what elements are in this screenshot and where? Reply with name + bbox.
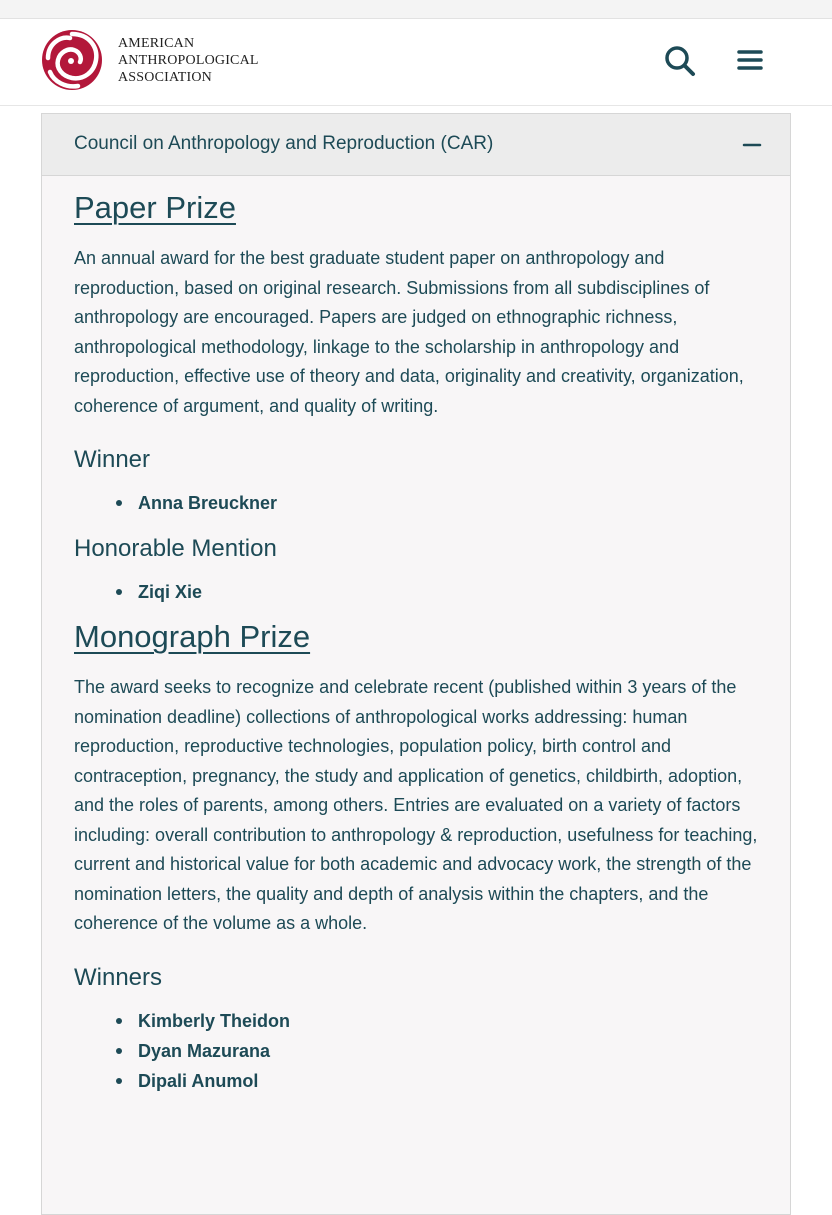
org-name-line3: ASSOCIATION xyxy=(118,70,212,85)
accordion-title: Council on Anthropology and Reproduction (CAR) xyxy=(74,133,494,154)
browser-top-strip xyxy=(0,0,832,19)
paper-prize-link[interactable]: Paper Prize xyxy=(74,190,236,225)
honorable-mention-heading: Honorable Mention xyxy=(74,535,277,562)
paper-prize-description: An annual award for the best graduate student paper on anthropology and reproduction, based on original research. Submissions from all subdisciplines of anthropology are encouraged. Papers are judged on ethnographic richness, anthropological methodology, linkage to the scholarship in anthropology and reproduction, effective use of theory and data, originality and creativity, organization, coherence of argument, and quality of writing. xyxy=(74,248,744,416)
list-item: Anna Breuckner xyxy=(74,488,758,518)
paper-winner-list xyxy=(74,488,758,518)
list-item: Dipali Anumol xyxy=(74,1066,758,1096)
org-name-line1: AMERICAN xyxy=(118,36,195,51)
list-item: Kimberly Theidon xyxy=(74,1006,758,1036)
org-name[interactable] xyxy=(118,35,259,86)
list-item: Dyan Mazurana xyxy=(74,1036,758,1066)
monograph-prize-description: The award seeks to recognize and celebrate recent (published within 3 years of the nomination deadline) collections of anthropological works addressing: human reproduction, reproductive technologies, population policy, birth control and contraception, pregnancy, the study and application of genetics, childbirth, adoption, and the roles of parents, among others. Entries are evaluated on a variety of factors including: overall contribution to anthropology & reproduction, usefulness for teaching, current and historical value for both academic and advocacy work, the strength of the nomination letters, the quality and depth of analysis within the chapters, and the coherence of the volume as a whole. xyxy=(74,677,758,933)
search-button[interactable] xyxy=(660,41,700,81)
car-accordion xyxy=(41,113,791,1215)
paper-winner-heading: Winner xyxy=(74,446,151,473)
spiral-logo-icon[interactable] xyxy=(40,28,104,92)
list-item: Ziqi Xie xyxy=(74,577,758,607)
monograph-winners-heading: Winners xyxy=(74,963,163,991)
minus-icon[interactable] xyxy=(742,135,762,155)
monograph-winners-list xyxy=(74,1006,758,1096)
monograph-prize-link[interactable]: Monograph Prize xyxy=(74,619,311,654)
honorable-mention-list xyxy=(74,577,758,607)
hamburger-menu-icon xyxy=(730,41,770,81)
accordion-body xyxy=(42,190,790,1096)
site-header xyxy=(0,19,832,106)
accordion-header[interactable] xyxy=(42,114,790,176)
org-name-line2: ANTHROPOLOGICAL xyxy=(118,53,259,68)
menu-button[interactable] xyxy=(730,41,770,81)
search-icon xyxy=(660,41,700,81)
